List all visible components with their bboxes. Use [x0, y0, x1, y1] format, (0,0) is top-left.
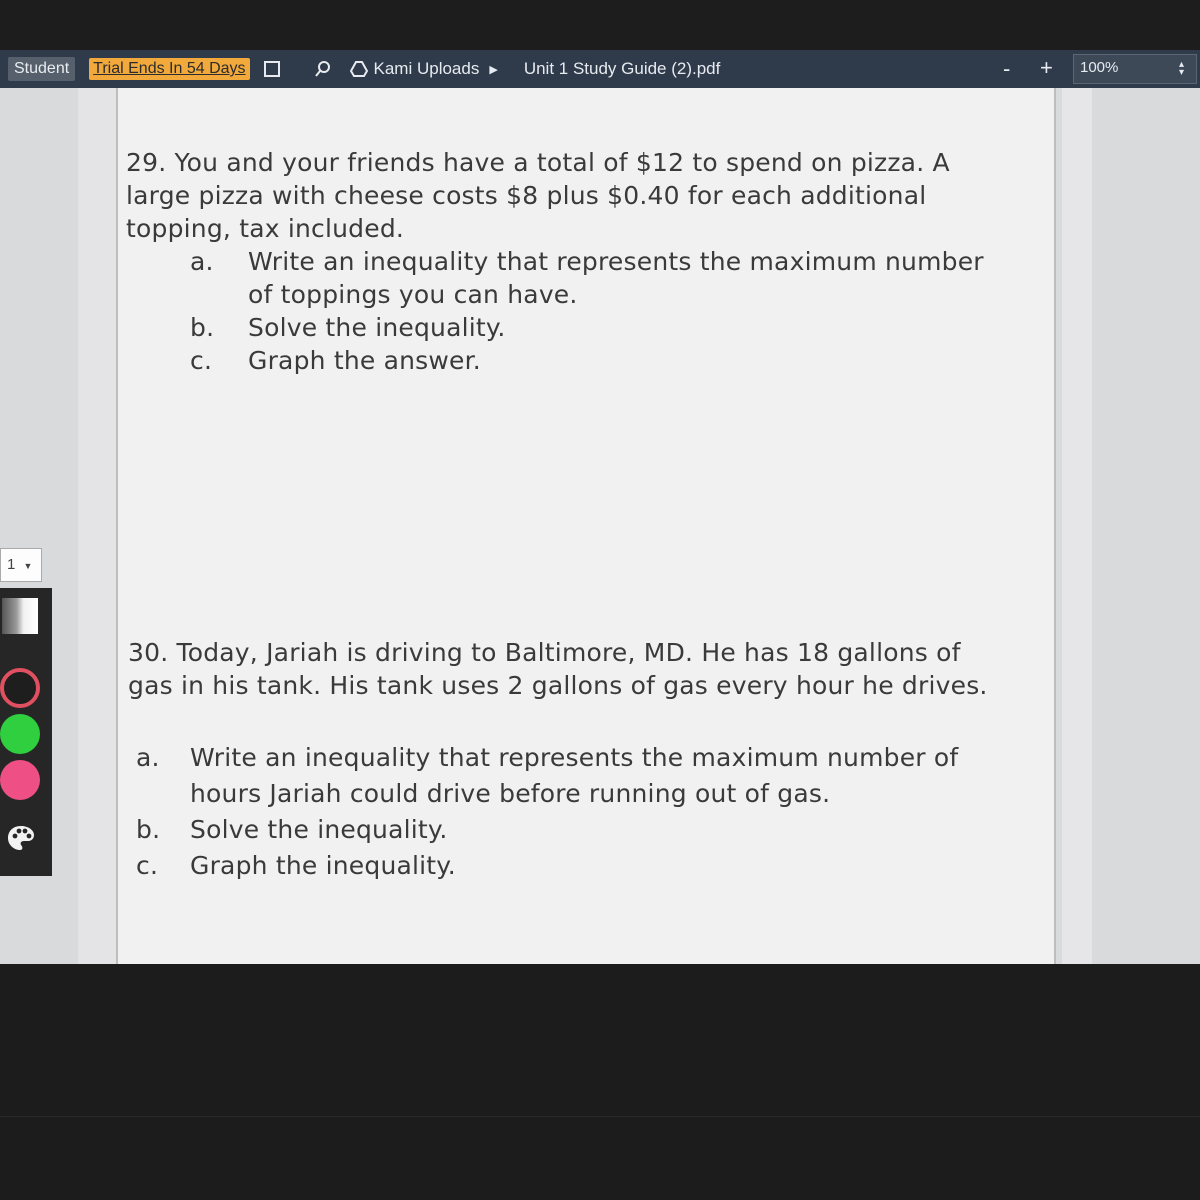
zoom-value: 100% [1080, 59, 1119, 76]
breadcrumb-folder[interactable]: Kami Uploads [373, 59, 480, 78]
chevron-down-icon: ▼ [23, 561, 33, 571]
color-green-swatch[interactable] [0, 714, 40, 754]
part-text: hours Jariah could drive before running out of gas. [190, 779, 831, 808]
question-29-line: large pizza with cheese costs $8 plus $0.40 for each additional [126, 181, 927, 210]
part-c [136, 848, 1056, 884]
page-margin-right [1062, 88, 1092, 964]
student-badge: Student [8, 57, 75, 81]
part-c [190, 344, 1050, 377]
color-black-swatch[interactable] [0, 668, 40, 708]
page-margin-left [78, 88, 116, 964]
part-letter: b. [190, 313, 215, 342]
document-title: Unit 1 Study Guide (2).pdf [523, 59, 721, 78]
bezel-divider [0, 1116, 1200, 1117]
top-toolbar [0, 50, 1200, 88]
question-29-parts [190, 245, 1050, 377]
monitor-bezel-top [0, 0, 1200, 50]
question-30-parts [136, 740, 1056, 884]
part-text: of toppings you can have. [248, 280, 578, 309]
breadcrumb-arrow-icon: ▶ [489, 63, 498, 76]
part-text: Solve the inequality. [248, 313, 506, 342]
google-drive-icon [350, 60, 368, 78]
part-a [190, 245, 1050, 311]
color-palette [0, 588, 52, 876]
color-gradient-swatch[interactable] [2, 598, 38, 634]
question-29-line: 29. You and your friends have a total of $12 to spend on pizza. A [126, 148, 950, 177]
question-30-line: gas in his tank. His tank uses 2 gallons of gas every hour he drives. [128, 671, 988, 700]
part-text: Graph the answer. [248, 346, 481, 375]
part-text: Write an inequality that represents the maximum number of [190, 743, 959, 772]
part-text: Graph the inequality. [190, 851, 456, 880]
question-30 [128, 636, 1058, 702]
monitor-bezel-bottom [0, 964, 1200, 1200]
part-b [190, 311, 1050, 344]
part-b [136, 812, 1056, 848]
page-number: 1 [7, 556, 16, 573]
zoom-in-button[interactable]: + [1040, 55, 1053, 80]
part-letter: c. [136, 851, 159, 880]
question-29-line: topping, tax included. [126, 214, 405, 243]
part-letter: a. [190, 247, 214, 276]
zoom-select[interactable] [1073, 54, 1197, 84]
question-30-line: 30. Today, Jariah is driving to Baltimore, MD. He has 18 gallons of [128, 638, 961, 667]
search-icon[interactable] [314, 60, 332, 78]
zoom-out-button[interactable]: - [1003, 56, 1011, 81]
trial-link[interactable]: Trial Ends In 54 Days [89, 58, 249, 80]
question-29 [126, 146, 1046, 245]
part-a [136, 740, 1056, 812]
page-selector[interactable] [0, 548, 42, 582]
sidebar-toggle-icon[interactable] [264, 61, 280, 77]
color-pink-swatch[interactable] [0, 760, 40, 800]
select-arrows-icon: ▴ ▾ [1178, 59, 1184, 78]
part-letter: c. [190, 346, 213, 375]
palette-icon[interactable] [6, 824, 36, 857]
part-text: Solve the inequality. [190, 815, 448, 844]
part-letter: b. [136, 815, 161, 844]
part-text: Write an inequality that represents the maximum number [248, 247, 984, 276]
part-letter: a. [136, 743, 160, 772]
